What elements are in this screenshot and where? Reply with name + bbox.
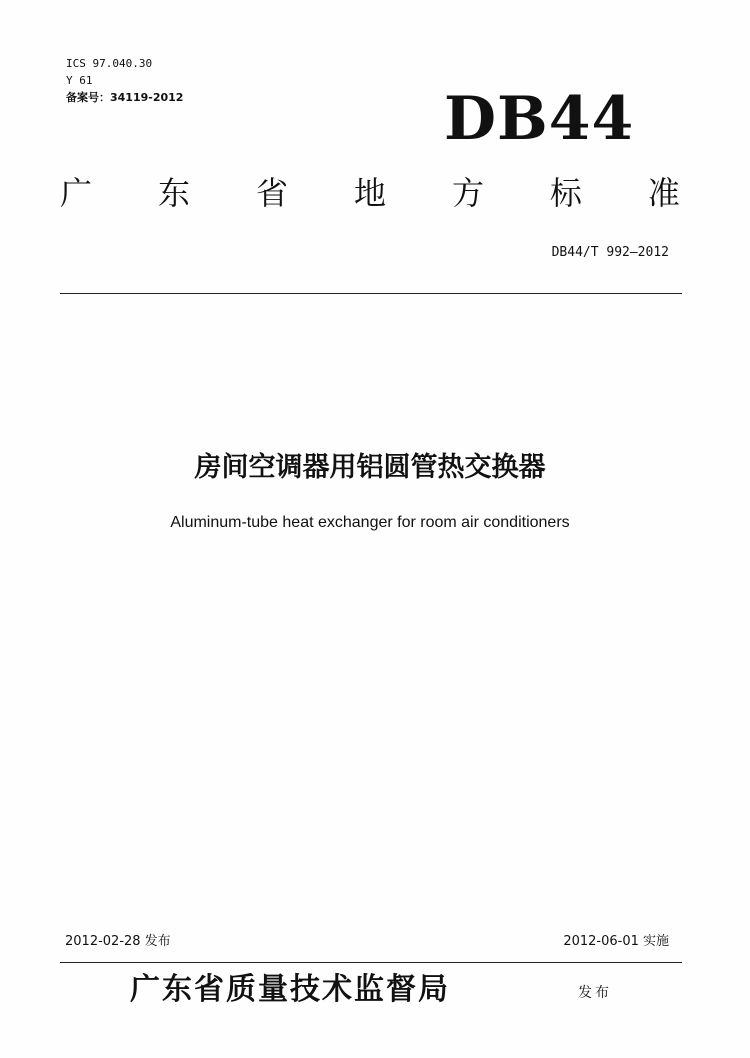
bottom-divider — [60, 962, 682, 963]
standard-type-char: 方 — [451, 174, 484, 212]
issuing-authority: 广东省质量技术监督局 — [130, 972, 450, 1007]
category-code: Y 61 — [66, 74, 93, 87]
issue-date: 2012-02-28 发布 — [65, 934, 171, 949]
effective-date: 2012-06-01 实施 — [563, 934, 669, 949]
standard-type-heading — [60, 170, 680, 216]
record-number: 备案号：34119-2012 — [66, 91, 184, 104]
issue-label: 发布 — [578, 985, 612, 1001]
standard-type-char: 省 — [255, 174, 288, 212]
standard-type-char: 广 — [60, 174, 93, 212]
top-divider — [60, 293, 682, 294]
classification-block — [66, 55, 183, 106]
standard-type-char: 地 — [353, 174, 386, 212]
standard-number: DB44/T 992—2012 — [551, 245, 669, 260]
ics-code: ICS 97.040.30 — [66, 57, 153, 70]
standard-type-char: 准 — [647, 174, 680, 212]
document-title-chinese: 房间空调器用铝圆管热交换器 — [194, 452, 546, 483]
document-title-english: Aluminum-tube heat exchanger for room air conditioners — [170, 514, 570, 531]
db44-logo: DB44 — [444, 84, 635, 154]
standard-type-char: 标 — [549, 174, 582, 212]
standard-type-char: 东 — [157, 174, 190, 212]
